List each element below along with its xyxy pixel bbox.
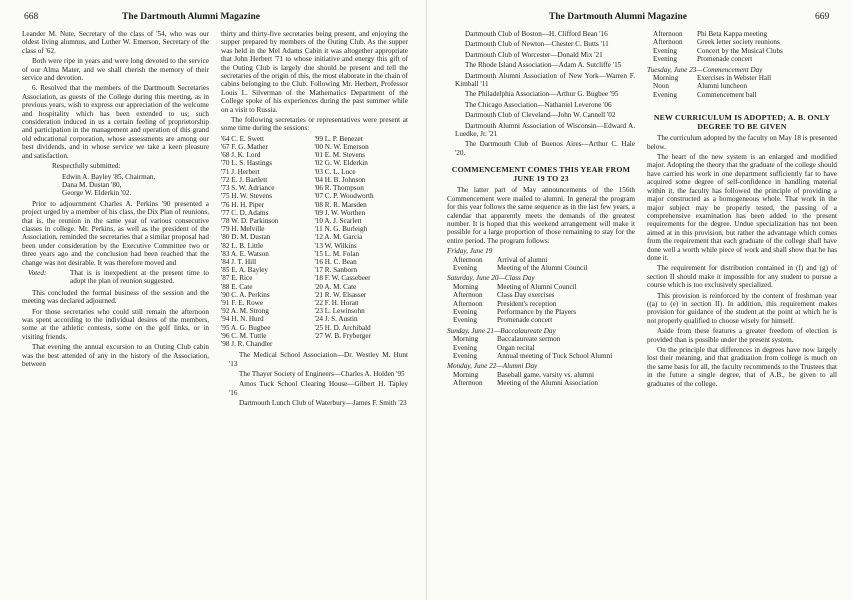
event-name: Commencement ball — [697, 90, 757, 99]
event-time: Afternoon — [453, 379, 483, 388]
club-entry: Dartmouth Club of Cleveland—John W. Cannell '02 — [465, 111, 616, 120]
event-time: Afternoon — [653, 38, 683, 47]
event-name: Baccalaureate sermon — [497, 335, 561, 344]
event-name: President's reception — [497, 299, 557, 308]
schedule-event — [447, 308, 635, 316]
paragraph: Aside from these features a greater freedom of election is provided than is possible under the present system. — [647, 327, 837, 344]
page-number-right: 669 — [815, 12, 830, 22]
roster-entry: '75 H. W. Stevens — [221, 192, 273, 201]
roster-column — [221, 135, 315, 348]
curriculum-article — [647, 134, 837, 388]
club-entry: The Chicago Association—Nathaniel Leverone '06 — [465, 100, 612, 109]
voted-text: That is is inexpedient at the present time to adopt the plan of reunion suggested. — [70, 268, 209, 286]
roster-entry: '88 E. Cate — [221, 282, 253, 291]
club-entry: The Dartmouth Club of Buenos Aires—Arthur C. Hale '20. — [455, 140, 635, 157]
club-entry: Dartmouth Club of Worcester—Donald Mix '21 — [465, 50, 603, 59]
event-time: Evening — [453, 343, 477, 352]
paragraph: For those secretaries who could still remain the afternoon was spent according to the individual desires of the members, some at the athletic contests, some on the golf links, or in visiting friends. — [22, 307, 209, 341]
event-name: Performance by the Players — [497, 307, 577, 316]
commencement-schedule — [447, 247, 635, 388]
event-name: Meeting of the Alumni Association — [497, 379, 599, 388]
roster-entry: '16 H. C. Bean — [314, 257, 357, 266]
club-entry: Dartmouth Alumni Association of Wisconsin—Edward A. Luedke, Jr. '21 — [455, 121, 635, 139]
event-name: Organ recital — [497, 343, 535, 352]
event-name: Meeting of the Alumni Council — [497, 263, 588, 272]
roster-entry: '92 A. M. Strong — [221, 307, 269, 316]
schedule-day: Tuesday, June 23—Commencement Day — [647, 65, 763, 74]
roster-entry: '99 L. P. Benezet — [314, 134, 363, 143]
paragraph: Prior to adjournment Charles A. Perkins '90 presented a project urged by a member of his class, the Dix Plan of reunions, that is, the reunion in the same year of various consecutive classes in college. Mr. Perkins, as well as the president of the Association, reminded the secretaries that a similar proposal had been under consideration by the Executive Committee two or three years ago and the conclusion had been reached that the change was not desirable. It was therefore moved and — [22, 199, 209, 267]
event-name: Alumni luncheon — [697, 82, 748, 91]
roster-entry: '23 L. Lewinsohn — [314, 307, 365, 316]
event-name: Arrival of alumni — [497, 255, 548, 264]
schedule-continued — [647, 30, 837, 64]
schedule-event — [447, 283, 635, 291]
signature-line: Edwin A. Bayley '85, Chairman, — [62, 172, 156, 181]
club-entry: Dartmouth Club of Boston—H. Clifford Bean '16 — [465, 30, 608, 38]
signature-line: George W. Elderkin '02. — [62, 189, 132, 198]
roster-entry: '76 H. H. Piper — [221, 200, 265, 209]
roster-entry: '13 W. Wilkins — [314, 241, 357, 250]
signature-block — [22, 173, 209, 198]
roster-entry: '82 L. B. Little — [221, 241, 264, 250]
roster-entry: '95 A. G. Bugbee — [221, 323, 271, 332]
roster-entry: '02 G. W. Elderkin — [314, 159, 368, 168]
schedule-event — [447, 316, 635, 324]
paragraph: The curriculum adopted by the faculty on May 18 is presented below. — [647, 134, 837, 151]
paragraph: That evening the annual excursion to an Outing Club cabin was the best attended of any in the history of the Association, between — [22, 343, 209, 369]
event-time: Evening — [453, 316, 477, 325]
roster-entry: '71 J. Herbert — [221, 167, 260, 176]
roster-entry: '87 E. Rice — [221, 274, 253, 283]
roster-entry: '96 C. M. Tuttle — [221, 331, 267, 340]
schedule-event — [647, 38, 837, 46]
schedule-event — [647, 74, 837, 82]
roster-entry: '70 L. S. Hastings — [221, 159, 273, 168]
schedule-event — [447, 335, 635, 343]
roster-entry: '27 W. B. Fryberger — [314, 331, 371, 340]
schedule-event — [447, 344, 635, 352]
voted-resolution — [22, 269, 209, 286]
left-column-2 — [221, 30, 408, 410]
schedule-event — [447, 300, 635, 308]
roster-entry: '06 R. Thompson — [314, 184, 364, 193]
submitted-line: Respectfully submitted: — [52, 162, 121, 171]
event-time: Morning — [453, 370, 479, 379]
roster-entry: '10 A. J. Scarlett — [314, 216, 362, 225]
roster-entry: '79 H. Melville — [221, 225, 265, 234]
event-time: Evening — [453, 263, 477, 272]
roster-entry: '09 J. W. Worthen — [314, 208, 366, 217]
event-time: Afternoon — [453, 255, 483, 264]
club-entry: The Philadelphia Association—Arthur G. Bugbee '95 — [465, 90, 619, 99]
association-entry: Amos Tuck School Clearing House—Gilbert H. Tapley '16 — [229, 380, 408, 397]
roster-entry: '01 E. M. Stevens — [314, 151, 366, 160]
event-name: Phi Beta Kappa meeting — [697, 30, 768, 38]
roster-entry: '98 J. R. Chandler — [221, 339, 273, 348]
event-name: Baseball game, varsity vs. alumni — [497, 370, 595, 379]
event-name: Promenade concert — [497, 316, 553, 325]
right-column-1 — [447, 30, 635, 388]
schedule-day: Saturday, June 20—Class Day — [447, 274, 535, 283]
schedule-event — [647, 47, 837, 55]
signature-line: Dana M. Dustan '80, — [62, 180, 122, 189]
voted-label: Voted: — [28, 268, 47, 277]
event-name: Greek letter society reunions — [697, 38, 780, 47]
schedule-event — [647, 91, 837, 99]
schedule-day-events — [647, 74, 837, 99]
commencement-heading: COMMENCEMENT COMES THIS YEAR FROM JUNE 19 TO 23 — [451, 165, 631, 184]
right-page — [426, 0, 852, 600]
roster-entry: '64 C. E. Swett — [221, 134, 265, 143]
roster-entry: '67 F. G. Mather — [221, 143, 268, 152]
roster-entry: '84 J. T. Hill — [221, 257, 257, 266]
roster-entry: '17 R. Sanborn — [314, 266, 358, 275]
association-entry: Dartmouth Lunch Club of Waterbury—James F. Smith '23 — [239, 399, 407, 408]
event-name: Concert by the Musical Clubs — [697, 46, 783, 55]
roster-entry: '03 C. L. Luce — [314, 167, 356, 176]
event-name: Promenade concert — [697, 55, 753, 64]
paragraph: This provision is reinforced by the content of freshman year ((a) to (e) in section II). In addition, this requirement makes provision for guidance of the student at the point at which he is not properly qualified to choose wisely for himself. — [647, 291, 837, 325]
roster-entry: '78 W. D. Parkinson — [221, 216, 279, 225]
event-time: Morning — [653, 74, 679, 83]
paragraph: The following secretaries or representatives were present at some time during the sessions: — [221, 116, 408, 133]
roster-entry: '80 D. M. Dustan — [221, 233, 271, 242]
schedule-event — [447, 291, 635, 299]
roster-entry: '68 J. K. Lord — [221, 151, 261, 160]
event-time: Afternoon — [653, 30, 683, 38]
event-time: Evening — [653, 46, 677, 55]
paragraph: Both were ripe in years and were long devoted to the service of our Alma Mater, and we shall cherish the memory of their service and devotion. — [22, 57, 209, 83]
clubs-list — [447, 30, 635, 157]
roster-entry: '22 F. H. Horan — [314, 298, 359, 307]
roster-entry: '77 C. D. Adams — [221, 208, 269, 217]
event-time: Afternoon — [453, 299, 483, 308]
schedule-event — [647, 30, 837, 38]
roster-entry: '07 C. P. Woodworth — [314, 192, 374, 201]
event-time: Noon — [653, 82, 669, 91]
roster-entry: '12 A. M. Garcia — [314, 233, 363, 242]
paragraph: The latter part of May announcements of the 156th Commencement were mailed to alumni. In general the program for this year follows the same sequence as in the last few years, a calendar that apparently meets the demands of the greatest number. It is hoped that this weekend arrangement will make it possible for a large proportion of those remaining to stay for the entire period. The program follows: — [447, 186, 635, 245]
roster-entry: '25 H. D. Archibald — [314, 323, 371, 332]
page-number-left: 668 — [24, 12, 39, 22]
event-time: Morning — [453, 335, 479, 344]
right-column-2 — [647, 30, 837, 390]
event-name: Class Day exercises — [497, 291, 555, 300]
roster-entry: '21 R. W. Elsasser — [314, 290, 367, 299]
roster-entry: '94 H. N. Hurd — [221, 315, 264, 324]
roster-column — [315, 135, 409, 348]
running-header-right: The Dartmouth Alumni Magazine — [549, 12, 688, 22]
association-list — [221, 351, 408, 407]
schedule-day: Monday, June 22—Alumni Day — [447, 362, 538, 371]
club-entry: Dartmouth Alumni Association of New York—Warren F. Kimball '11 — [455, 71, 635, 89]
event-time: Evening — [453, 352, 477, 360]
secretaries-roster — [221, 135, 408, 348]
roster-entry: '04 H. B. Johnson — [314, 175, 366, 184]
event-time: Morning — [453, 282, 479, 291]
roster-entry: '91 F. E. Rowe — [221, 298, 264, 307]
schedule-event — [447, 256, 635, 264]
roster-entry: '85 E. A. Bayley — [221, 266, 269, 275]
roster-entry: '73 S. W. Adriance — [221, 184, 275, 193]
paragraph: thirty and thirty-five secretaries being present, and enjoying the supper prepared by members of the Outing Club. As the supper was held in the Mel Adams Cabin it was altogether appropriate that John Herbert '71 to whose initiative and energy this gift of the Outing Club is largely due should be present and tell the secretaries of the origin of this, the most elaborate in the chain of cabins belonging to the Club. Following Mr. Herbert, Professor Louis L. Silverman of the Mathematics Department of the College spoke of his experiences during the past summer while on a visit to Russia. — [221, 30, 409, 114]
roster-entry: '11 N. G. Burleigh — [314, 225, 368, 234]
roster-entry: '20 A. M. Cate — [314, 282, 357, 291]
schedule-day: Sunday, June 21—Baccalaureate Day — [447, 326, 556, 335]
roster-entry: '15 L. M. Folan — [314, 249, 360, 258]
event-name: Meeting of Alumni Council — [497, 282, 577, 291]
association-entry: The Thayer Society of Engineers—Charles A. Holden '95 — [239, 369, 405, 378]
left-column-1 — [22, 30, 209, 370]
roster-entry: '00 N. W. Emerson — [314, 143, 369, 152]
roster-entry: '90 C. A. Perkins — [221, 290, 270, 299]
club-entry: The Rhode Island Association—Adam A. Sutcliffe '15 — [465, 61, 622, 70]
paragraph: This concluded the formal business of the session and the meeting was declared adjourned. — [22, 288, 209, 306]
club-entry: Dartmouth Club of Newton—Chester C. Butts '11 — [465, 40, 609, 49]
paragraph: 6. Resolved that the members of the Dartmouth Secretaries Association, as guests of the College during this meeting, as in previous years, wish to express our appreciation of the welcome and hospitality which has been extended to us; such consideration induced in us a certain feeling of proprietorship and participation in the management and operation of this grand old educational corporation, whose assessments are among our best dividends, and in whose service we take a keen pleasure and satisfaction. — [22, 84, 209, 160]
roster-entry: '83 A. E. Watson — [221, 249, 269, 258]
roster-entry: '18 F. W. Cassebeer — [314, 274, 371, 283]
event-time: Evening — [653, 90, 677, 99]
paragraph: The requirement for distribution contained in (f) and (g) of section II should make it impossible for any student to pursue a course which is too exclusively specialized. — [647, 264, 837, 290]
schedule-event — [647, 55, 837, 63]
event-time: Evening — [453, 307, 477, 316]
paragraph: The heart of the new system is an enlarged and modified major. Adopting the theory that the graduate of the college should have carried his work in one department sufficiently far to have acquired some degree of self-confidence in handling material within it, the faculty has followed the principle of providing a major constructed as a homogeneous whole. That work in the major subject may be properly tested, the passing of a comprehensive examination has been added to the present requirements for the degree. Undue specialization has not been aimed at in this provision, but rather the advantage which comes from the requirement that each graduate of the college shall have done well a worth while piece of work and shall show that he has done it. — [647, 153, 837, 262]
paragraph: On the principle that differences in degrees have now largely lost their meaning, and that graduation from college is much on the same basis for all, the faculty recommends to the Trustees that in the future a single degree, that of A.B., be given to all graduates of the college. — [647, 346, 837, 388]
schedule-event — [647, 82, 837, 90]
association-entry: The Medical School Association—Dr. Westley M. Hunt '13 — [229, 351, 408, 368]
roster-entry: '72 E. J. Bartlett — [221, 175, 268, 184]
event-time: Afternoon — [453, 291, 483, 300]
schedule-event — [447, 352, 635, 360]
schedule-day: Friday, June 19 — [447, 247, 493, 256]
paragraph: Leander M. Nute, Secretary of the class of '54, who was our oldest living alumnus, and Luther W. Emerson, Secretary of the class of '62. — [22, 30, 209, 55]
roster-entry: '08 R. R. Marsden — [314, 200, 367, 209]
schedule-event — [447, 264, 635, 272]
event-name: Annual meeting of Tuck School Alumni — [497, 352, 613, 360]
schedule-event — [447, 371, 635, 379]
schedule-event — [447, 379, 635, 387]
event-time: Evening — [653, 55, 677, 64]
curriculum-heading: NEW CURRICULUM IS ADOPTED; A. B. ONLY DEGREE TO BE GIVEN — [653, 113, 831, 132]
roster-entry: '24 J. S. Austin — [314, 315, 358, 324]
running-header-left: The Dartmouth Alumni Magazine — [122, 12, 261, 22]
event-name: Exercises in Webster Hall — [697, 74, 772, 83]
